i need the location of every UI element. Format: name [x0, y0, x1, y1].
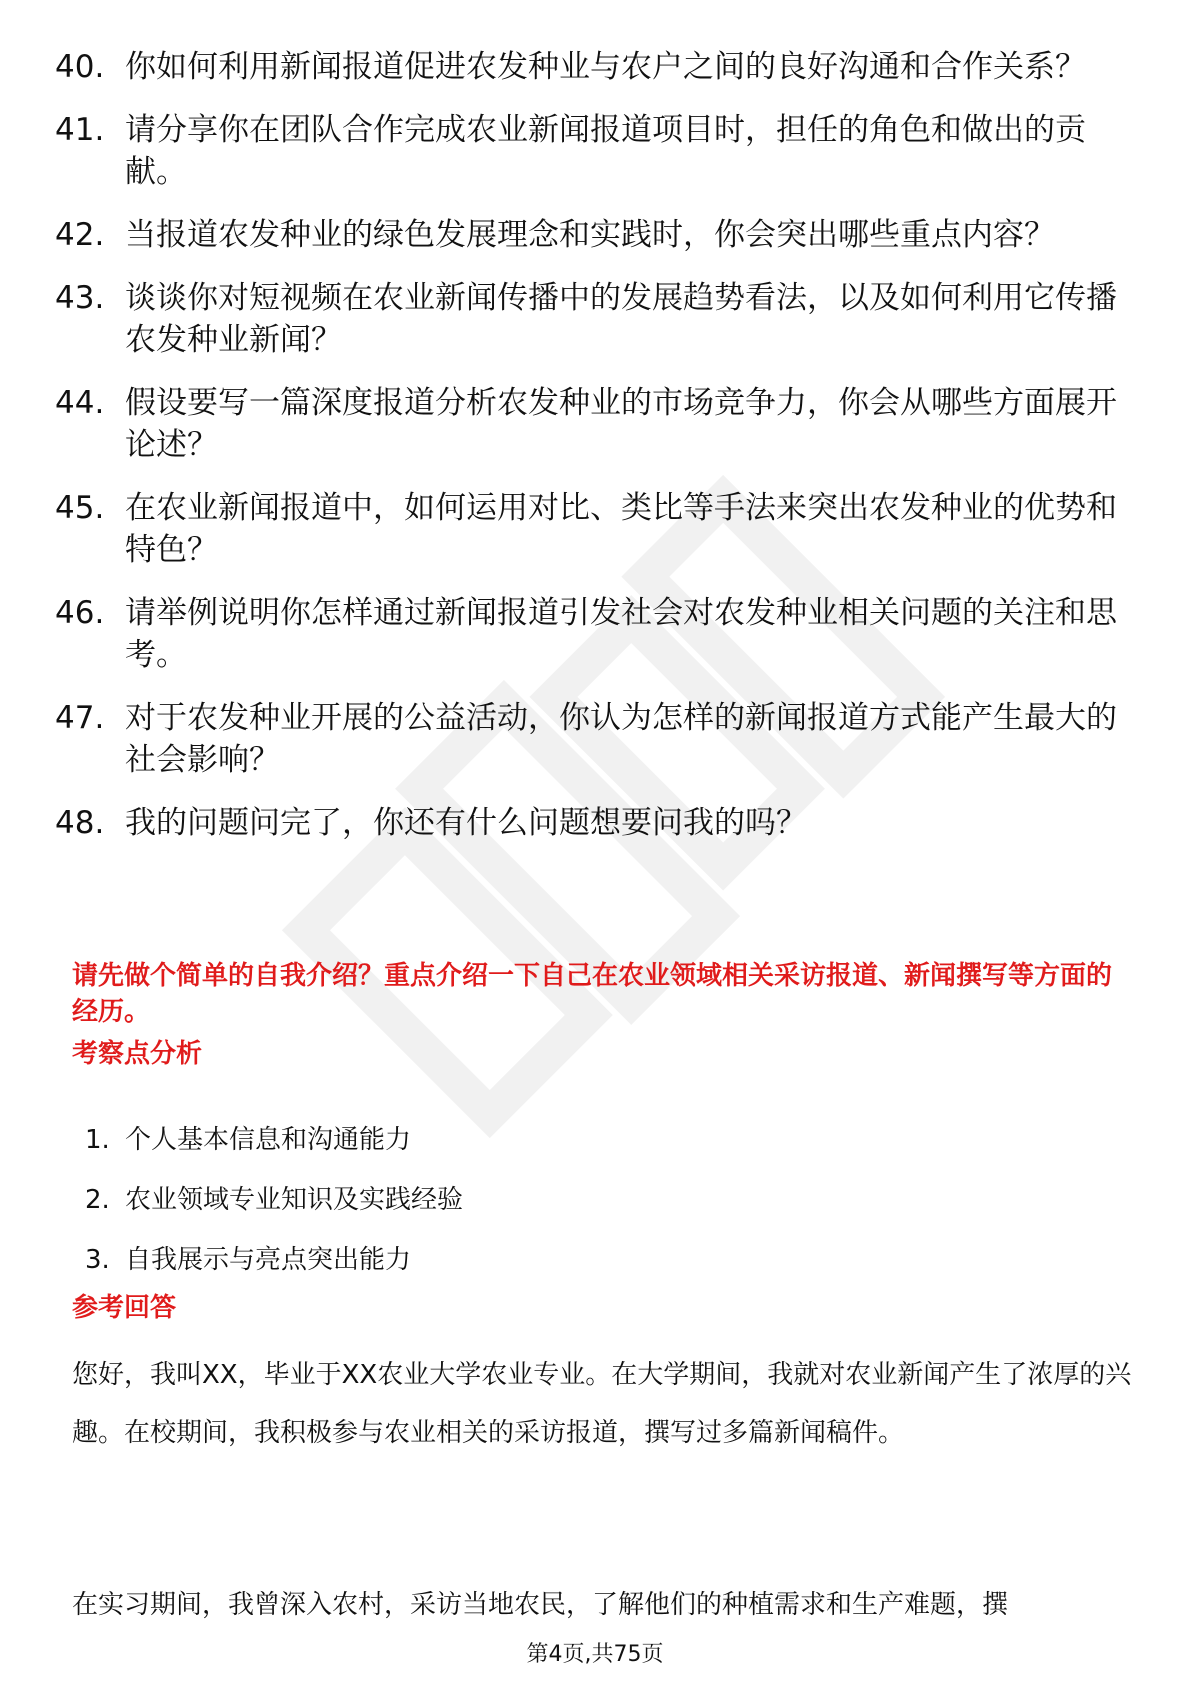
analysis-list	[85, 1122, 885, 1302]
question-text: 对于农发种业开展的公益活动，你认为怎样的新闻报道方式能产生最大的社会影响？	[125, 700, 1117, 778]
question-number: 42.	[55, 217, 105, 253]
list-item	[85, 1242, 885, 1278]
analysis-number: 2.	[85, 1185, 110, 1215]
list-item	[55, 277, 1135, 361]
answer-paragraph: 您好，我叫XX，毕业于XX农业大学农业专业。在大学期间，我就对农业新闻产生了浓厚的兴趣。在校期间，我积极参与农业相关的采访报道，撰写过多篇新闻稿件。	[72, 1360, 1132, 1448]
question-text: 当报道农发种业的绿色发展理念和实践时，你会突出哪些重点内容？	[125, 217, 1055, 253]
analysis-number: 3.	[85, 1245, 110, 1275]
highlighted-question: 请先做个简单的自我介绍？重点介绍一下自己在农业领域相关采访报道、新闻撰写等方面的经历。	[72, 961, 1113, 1027]
question-text: 你如何利用新闻报道促进农发种业与农户之间的良好沟通和合作关系？	[125, 49, 1086, 85]
list-item	[55, 214, 1135, 256]
list-item	[55, 46, 1135, 88]
question-number: 41.	[55, 112, 105, 148]
question-list	[55, 46, 1135, 865]
answer-paragraph: 在实习期间，我曾深入农村，采访当地农民，了解他们的种植需求和生产难题，撰	[72, 1590, 1009, 1620]
question-text: 谈谈你对短视频在农业新闻传播中的发展趋势看法，以及如何利用它传播农发种业新闻？	[125, 280, 1117, 358]
analysis-number: 1.	[85, 1125, 110, 1155]
question-text: 我的问题问完了，你还有什么问题想要问我的吗？	[125, 805, 807, 841]
list-item	[55, 592, 1135, 676]
analysis-text: 农业领域专业知识及实践经验	[125, 1185, 464, 1215]
list-item	[55, 109, 1135, 193]
question-number: 46.	[55, 595, 105, 631]
list-item	[85, 1182, 885, 1218]
question-number: 48.	[55, 805, 105, 841]
question-text: 请分享你在团队合作完成农业新闻报道项目时，担任的角色和做出的贡献。	[125, 112, 1086, 190]
analysis-text: 自我展示与亮点突出能力	[125, 1245, 412, 1275]
question-number: 45.	[55, 490, 105, 526]
question-number: 47.	[55, 700, 105, 736]
question-number: 44.	[55, 385, 105, 421]
list-item	[85, 1122, 885, 1158]
question-number: 40.	[55, 49, 105, 85]
list-item	[55, 697, 1135, 781]
list-item	[55, 802, 1135, 844]
page-footer: 第4页,共75页	[526, 1642, 664, 1667]
analysis-text: 个人基本信息和沟通能力	[125, 1125, 412, 1155]
question-number: 43.	[55, 280, 105, 316]
question-text: 假设要写一篇深度报道分析农发种业的市场竞争力，你会从哪些方面展开论述？	[125, 385, 1117, 463]
question-text: 请举例说明你怎样通过新闻报道引发社会对农发种业相关问题的关注和思考。	[125, 595, 1117, 673]
list-item	[55, 487, 1135, 571]
list-item	[55, 382, 1135, 466]
answer-heading: 参考回答	[72, 1293, 177, 1323]
question-text: 在农业新闻报道中，如何运用对比、类比等手法来突出农发种业的优势和特色？	[125, 490, 1117, 568]
analysis-heading: 考察点分析	[72, 1039, 203, 1069]
